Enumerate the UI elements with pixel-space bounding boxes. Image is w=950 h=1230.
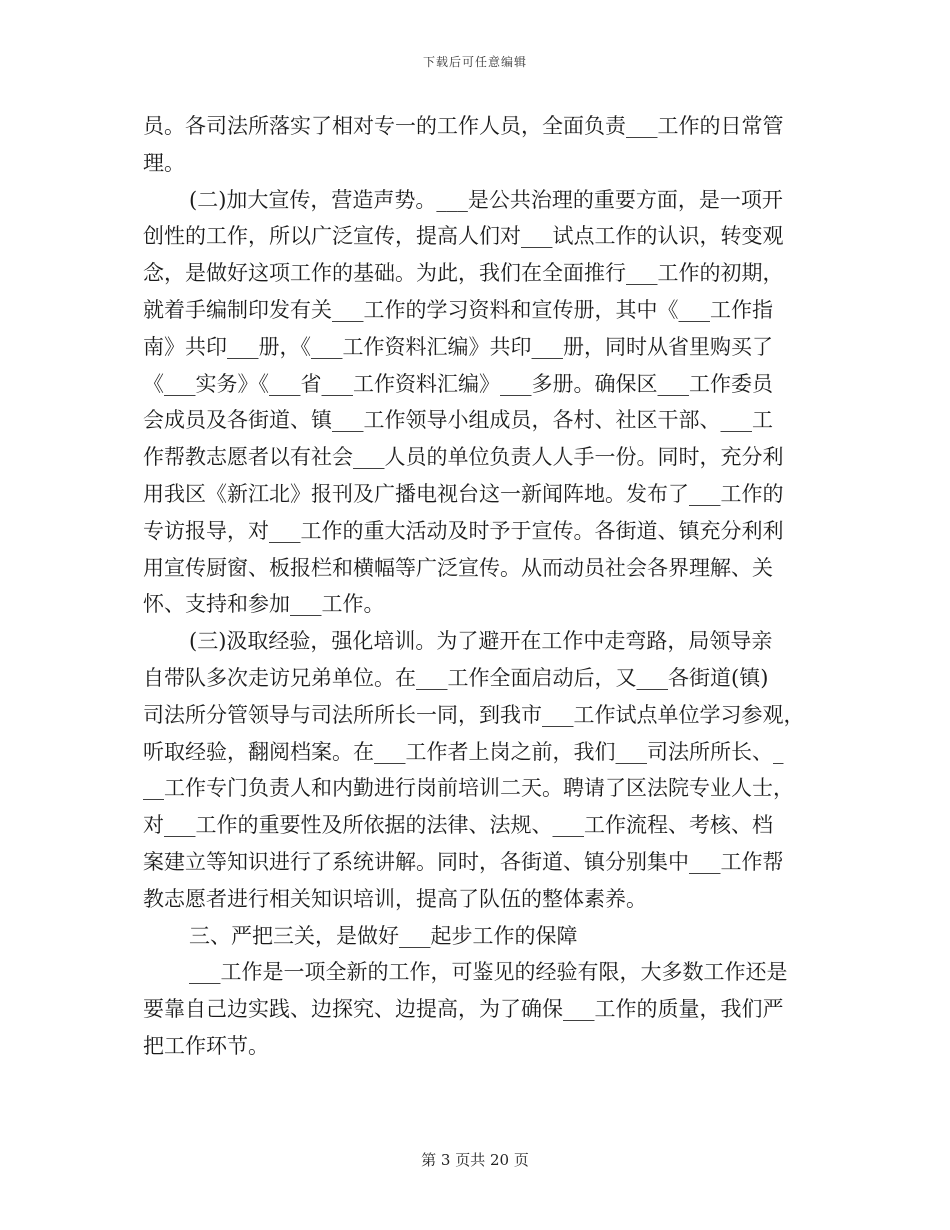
text-line: 就着手编制印发有关___工作的学习资料和宣传册，其中《___工作指	[143, 297, 773, 322]
paragraph-start-line: (二)加大宣传，营造声势。___是公共治理的重要方面，是一项开	[189, 187, 783, 212]
text-line: 作帮教志愿者以有社会___人员的单位负责人人手一份。同时，充分利	[143, 445, 784, 470]
text-line: 创性的工作，所以广泛宣传，提高人们对___试点工作的认识，转变观	[143, 224, 784, 249]
text-line: __工作专门负责人和内勤进行岗前培训二天。聘请了区法院专业人士，	[143, 776, 794, 801]
text-line: 专访报导，对___工作的重大活动及时予于宣传。各街道、镇充分利利	[143, 518, 784, 543]
text-line: 南》共印___册，《___工作资料汇编》共印___册，同时从省里购买了	[143, 334, 773, 359]
text-line: 理。	[143, 150, 185, 175]
text-line: 把工作环节。	[143, 1033, 269, 1058]
page-footer: 第 3 页共 20 页	[421, 1151, 529, 1169]
text-line: 案建立等知识进行了系统讲解。同时，各街道、镇分别集中___工作帮	[143, 849, 784, 874]
text-line: 听取经验，翻阅档案。在___工作者上岗之前，我们___司法所所长、_	[143, 739, 784, 764]
text-line: 员。各司法所落实了相对专一的工作人员，全面负责___工作的日常管	[143, 114, 784, 138]
text-line: 要靠自己边实践、边探究、边提高，为了确保___工作的质量，我们严	[143, 997, 784, 1022]
section-heading: 三、严把三关，是做好___起步工作的保障	[189, 923, 578, 948]
text-line: 自带队多次走访兄弟单位。在___工作全面启动后，又___各街道(镇)	[143, 665, 769, 690]
text-line: 用宣传厨窗、板报栏和横幅等广泛宣传。从而动员社会各界理解、关	[143, 555, 773, 580]
text-line: 司法所分管领导与司法所所长一同，到我市___工作试点单位学习参观，	[143, 702, 805, 727]
text-line: 念，是做好这项工作的基础。为此，我们在全面推行___工作的初期，	[143, 261, 784, 286]
paragraph-start-line: (三)汲取经验，强化培训。为了避开在工作中走弯路，局领导亲	[189, 629, 773, 654]
text-line: 用我区《新江北》报刊及广播电视台这一新闻阵地。发布了___工作的	[143, 481, 784, 506]
text-line: 对___工作的重要性及所依据的法律、法规、___工作流程、考核、档	[143, 813, 773, 838]
text-line: 《___实务》《___省___工作资料汇编》___多册。确保区___工作委员	[143, 371, 773, 396]
text-line: 会成员及各街道、镇___工作领导小组成员，各村、社区干部、___工	[143, 408, 773, 433]
paragraph-start-line: ___工作是一项全新的工作，可鉴见的经验有限，大多数工作还是	[189, 960, 788, 985]
document-body	[143, 108, 808, 1065]
page-header: 下载后可任意编辑	[422, 55, 527, 69]
text-line: 怀、支持和参加___工作。	[143, 592, 385, 617]
text-line: 教志愿者进行相关知识培训，提高了队伍的整体素养。	[143, 886, 647, 911]
